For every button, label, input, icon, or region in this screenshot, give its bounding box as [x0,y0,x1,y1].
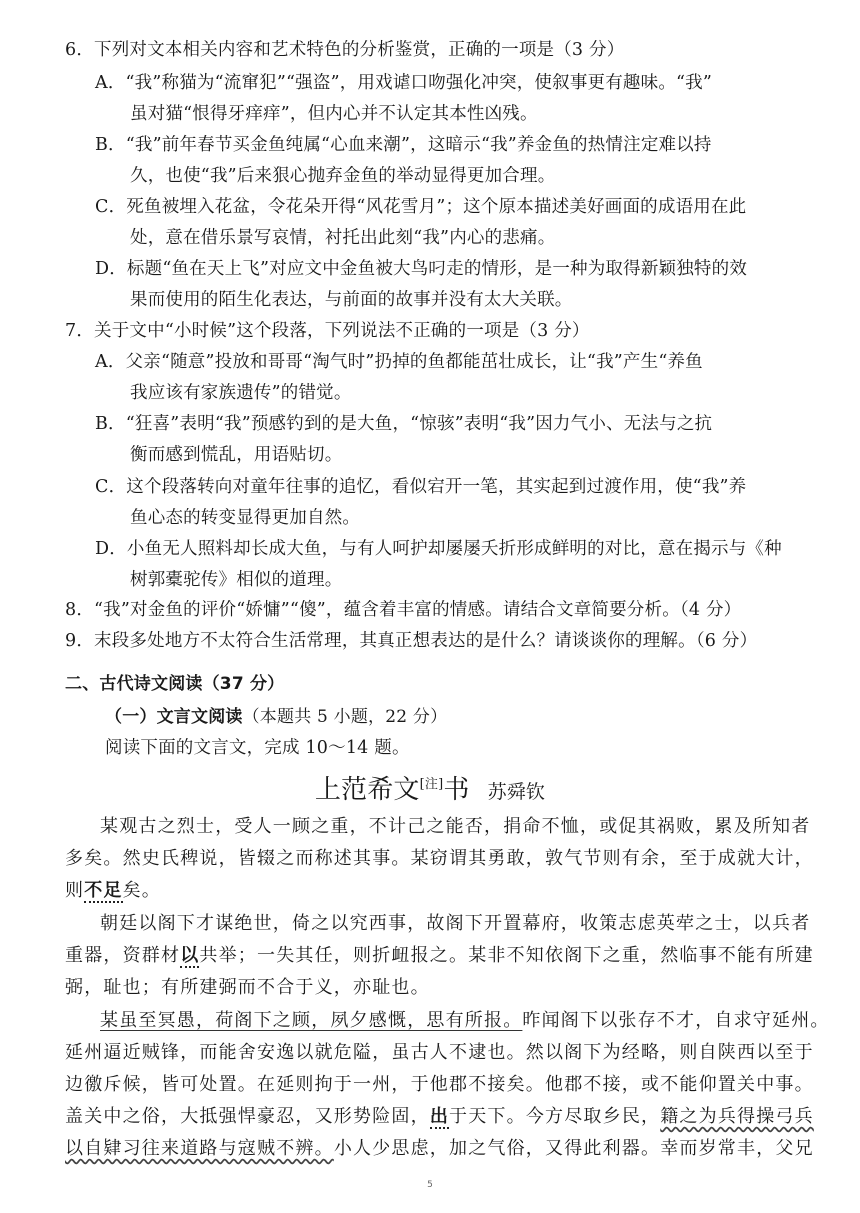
q6-option-c-line2: 处，意在借乐景写哀情，衬托出此刻“我”内心的悲痛。 [130,228,556,248]
q7-option-d-line1: D．小鱼无人照料却长成大鱼，与有人呵护却屡屡夭折形成鲜明的对比，意在揭示与《种 [95,539,782,559]
passage-title-note: [注] [419,777,444,792]
subsection-title: （一）文言文阅读 [105,707,243,727]
q6-option-b-line2: 久，也使“我”后来狠心抛弃金鱼的举动显得更加合理。 [130,166,556,186]
subsection-note: （本题共 5 小题，22 分） [242,707,448,727]
p3-line4 [65,1105,814,1129]
passage-title-main: 上范希文 [314,775,420,805]
q7-option-c-line1: C．这个段落转向对童年往事的追忆，看似宕开一笔，其实起到过渡作用，使“我”养 [95,477,747,497]
q8-stem: 8．“我”对金鱼的评价“娇慵”“傻”，蕴含着丰富的情感。请结合文章简要分析。（4 分） [65,600,742,620]
p2-line2-a: 重器，资群材 [65,945,181,966]
p3-line3: 边徼斥候，皆可处置。在延则拘于一州，于他郡不接矣。他郡不接，或不能仰置关中事。 [65,1074,814,1095]
q9-stem: 9．末段多处地方不太符合生活常理，其真正想表达的是什么？请谈谈你的理解。（6 分） [65,631,758,651]
q7-option-b-line2: 衡而感到慌乱，用语贴切。 [130,445,343,465]
wavy-underlined-sentence-part1: 籍之为兵得操弓兵 [660,1106,814,1127]
q7-option-a-line1: A．父亲“随意”投放和哥哥“淘气时”扔掉的鱼都能茁壮成长，让“我”产生“养鱼 [95,352,703,372]
p2-line3: 弼，耻也；有所建弼而不合于义，亦耻也。 [65,977,430,998]
q7-option-b-line1: B．“狂喜”表明“我”预感钓到的是大鱼，“惊骇”表明“我”因力气小、无法与之抗 [95,414,713,434]
wavy-underlined-sentence-part2: 以自肄习往来道路与寇贼不辨。 [65,1138,334,1159]
p3-line5-rest: 小人少思虑，加之气俗，又得此利器。幸而岁常丰，父兄 [333,1138,814,1159]
q6-option-d-line2: 果而使用的陌生化表达，与前面的故事并没有太大关联。 [130,290,573,310]
p2-line2-c: 共举；一失其任，则折衄报之。某非不知依阁下之重，然临事不能有所建 [199,945,814,966]
p3-line5 [65,1137,814,1161]
q6-option-c-line1: C．死鱼被埋入花盆，令花朵开得“风花雪月”；这个原本描述美好画面的成语用在此 [95,197,747,217]
passage-author: 苏舜钦 [487,781,546,803]
subsection-heading [105,705,447,729]
p1-line2: 多矣。然史氏稗说，皆辍之而称述其事。某窃谓其勇敢，敦气节则有余，至于成就大计， [65,848,814,869]
p1-line1: 某观古之烈士，受人一顾之重，不计己之能否，捐命不恤，或促其祸败，累及所知者 [100,816,811,837]
q6-option-d-line1: D．标题“鱼在天上飞”对应文中金鱼被大鸟叼走的情形，是一种为取得新颖独特的效 [95,259,748,279]
passage-title-end: 书 [443,775,470,805]
p3-line4-c: 于天下。今方尽取乡民， [449,1106,661,1127]
q7-stem: 7．关于文中“小时候”这个段落，下列说法不正确的一项是（3 分） [65,321,590,341]
q6-option-a-line2: 虽对猫“恨得牙痒痒”，但内心并不认定其本性凶残。 [130,104,538,124]
emphasized-word-chu: 出 [429,1106,450,1127]
q7-option-d-line2: 树郭橐驼传》相似的道理。 [130,570,343,590]
passage-title [0,768,860,809]
q6-option-b-line1: B．“我”前年春节买金鱼纯属“心血来潮”，这暗示“我”养金鱼的热情注定难以持 [95,135,712,155]
emphasized-word-buzu: 不足 [84,880,123,901]
p3-line2: 延州逼近贼锋，而能舍安逸以就危隘，虽古人不逮也。然以阁下为经略，则自陕西以至于 [65,1042,814,1063]
p1-line3-c: 矣。 [122,880,162,901]
q6-option-a-line1: A．“我”称猫为“流窜犯”“强盗”，用戏谑口吻强化冲突，使叙事更有趣味。“我” [95,73,713,93]
emphasized-word-yi: 以 [180,945,200,966]
p2-line1: 朝廷以阁下才谋绝世，倚之以究西事，故阁下开置幕府，收策志虑英荦之士，以兵者 [100,913,811,934]
q6-stem: 6．下列对文本相关内容和艺术特色的分析鉴赏，正确的一项是（3 分） [65,40,625,60]
p3-line4-a: 盖关中之俗，大抵强悍豪忍，又形势险固， [65,1106,430,1127]
p2-line2 [65,944,814,968]
q7-option-c-line2: 鱼心态的转变显得更加自然。 [130,508,361,528]
q7-option-a-line2: 我应该有家族遗传”的错觉。 [130,383,352,403]
underlined-sentence-1: 某虽至冥愚，荷阁下之顾，夙夕感慨，思有所报。 [100,1010,523,1031]
section-heading: 二、古代诗文阅读（37 分） [65,674,285,694]
page-number: 5 [427,1180,433,1190]
p3-line1-rest: 昨闻阁下以张存不才，自求守延州。 [522,1010,830,1031]
p1-line3-a: 则 [65,880,85,901]
p1-line3 [65,879,161,903]
p3-line1 [100,1009,830,1033]
reading-instruction: 阅读下面的文言文，完成 10～14 题。 [105,738,410,758]
